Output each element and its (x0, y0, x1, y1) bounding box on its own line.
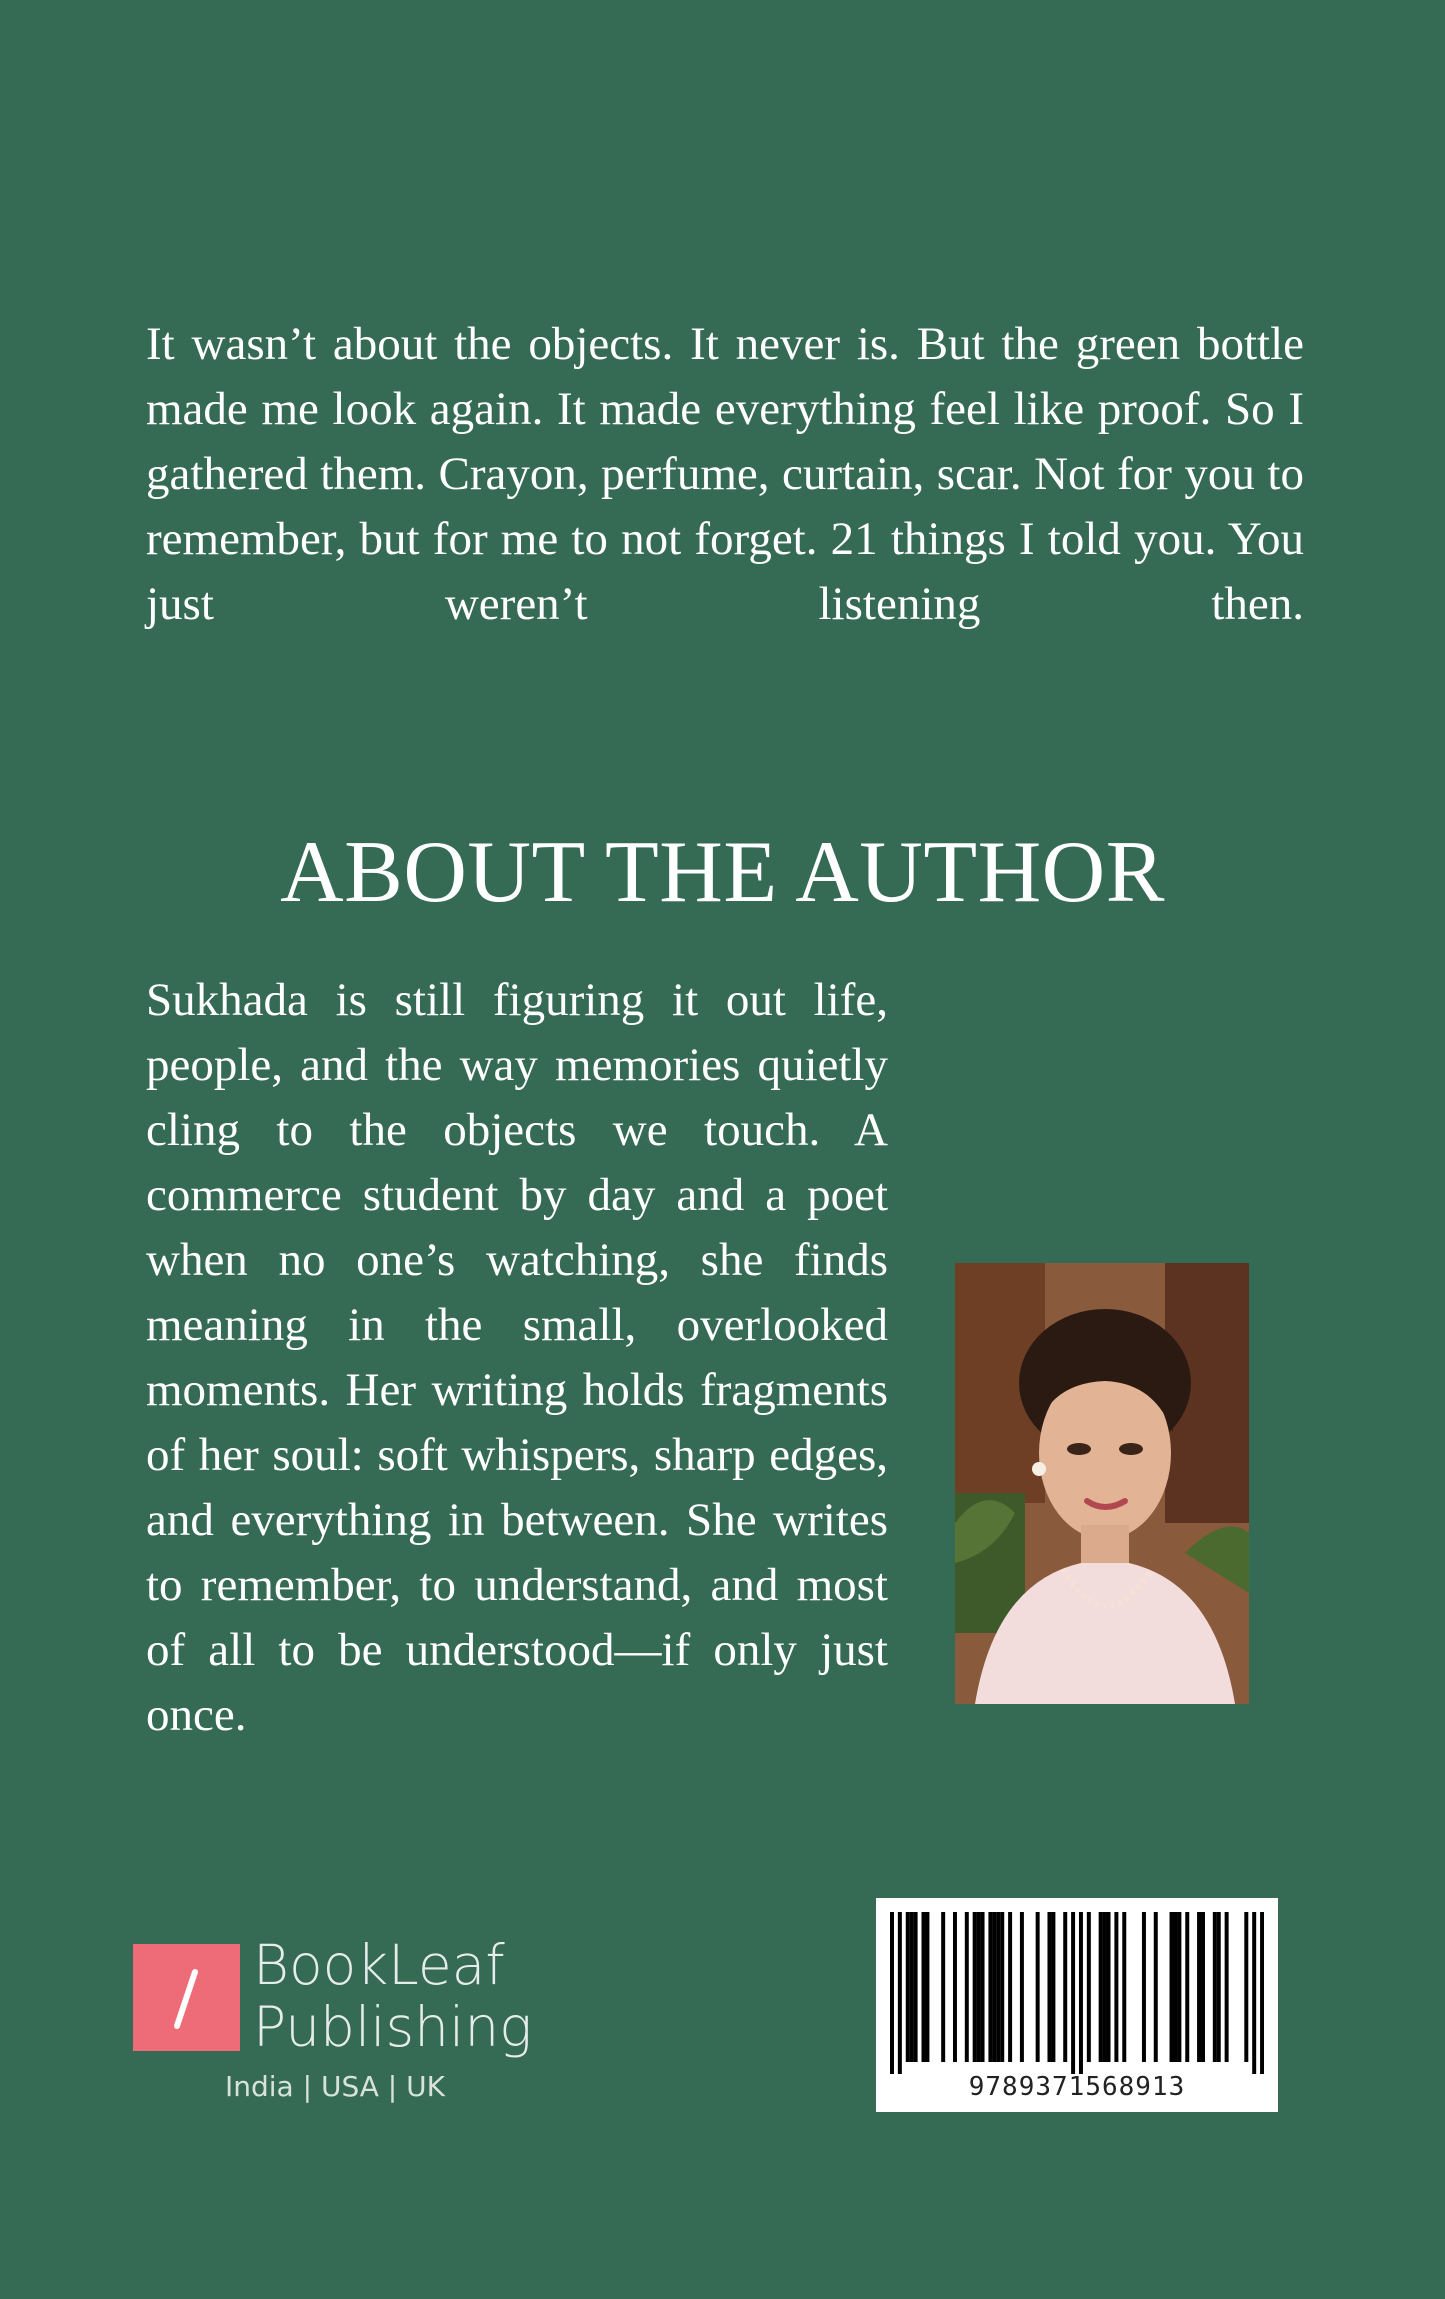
barcode-bar (1177, 1912, 1181, 2062)
barcode-bar (988, 1912, 992, 2062)
barcode-bar (1114, 1912, 1118, 2062)
barcode-bar (1201, 1912, 1205, 2062)
barcode-bar (1217, 1912, 1221, 2062)
barcode-bar (914, 1912, 918, 2062)
barcode-bar (953, 1912, 957, 2062)
publisher-logo-mark (133, 1944, 240, 2051)
barcode-bar (1103, 1912, 1107, 2062)
barcode-bar (1142, 1912, 1146, 2062)
barcode-bar (1154, 1912, 1158, 2062)
isbn-number: 9789371568913 (968, 2072, 1186, 2102)
isbn-barcode (876, 1898, 1278, 2112)
barcode-bar (1244, 1912, 1248, 2062)
barcode-bar (1122, 1912, 1126, 2062)
barcode-bar (1008, 1912, 1012, 2062)
barcode-bar (921, 1912, 925, 2062)
author-portrait-illustration (955, 1263, 1249, 1704)
barcode-bar (1087, 1912, 1091, 2062)
barcode-bar (1079, 1912, 1083, 2074)
barcode-bar (906, 1912, 910, 2062)
barcode-bar (965, 1912, 969, 2062)
barcode-bar (1036, 1912, 1040, 2062)
barcode-bar (1099, 1912, 1103, 2062)
barcode-bar (941, 1912, 945, 2062)
barcode-bar (910, 1912, 914, 2062)
barcode-bar (1185, 1912, 1189, 2062)
barcode-bar (1071, 1912, 1075, 2074)
publisher-regions: India | USA | UK (225, 2070, 445, 2103)
barcode-bar (1197, 1912, 1201, 2062)
barcode-bars (890, 1912, 1264, 2074)
barcode-bar (1252, 1912, 1256, 2074)
barcode-bar (981, 1912, 985, 2062)
barcode-bar (1107, 1912, 1111, 2062)
slash-icon (133, 1944, 240, 2051)
publisher-name-line1: BookLeaf (253, 1933, 505, 1997)
publisher-name (253, 1934, 532, 2058)
barcode-bar (925, 1912, 929, 2062)
barcode-bar (1213, 1912, 1217, 2062)
barcode-bar (977, 1912, 981, 2062)
barcode-bar (973, 1912, 977, 2062)
barcode-bar (1063, 1912, 1067, 2062)
about-author-heading: ABOUT THE AUTHOR (280, 824, 1165, 921)
barcode-bar (1000, 1912, 1004, 2062)
barcode-bar (1051, 1912, 1055, 2062)
author-bio: Sukhada is still figuring it out life, people, and the way memories quietly cling to the objects we touch. A commerce student by day and a poet when no one’s watching, she finds meaning in the small, overlooked moments. Her writing holds fragments of her soul: soft whispers, sharp edges, and everything in between. She writes to remember, to understand, and most of all to be understood—if only just once. (146, 974, 888, 1741)
barcode-bar (890, 1912, 894, 2074)
barcode-bar (898, 1912, 902, 2074)
author-photo (955, 1263, 1249, 1704)
barcode-bar (1047, 1912, 1051, 2062)
barcode-bar (992, 1912, 996, 2062)
barcode-bar (996, 1912, 1000, 2062)
publisher-logo (133, 1933, 553, 2120)
barcode-bar (1225, 1912, 1229, 2062)
barcode-bar (1170, 1912, 1174, 2062)
publisher-name-line2: Publishing (253, 1995, 533, 2059)
barcode-bar (1020, 1912, 1024, 2062)
barcode-bar (1260, 1912, 1264, 2074)
back-cover-blurb: It wasn’t about the objects. It never is. But the green bottle made me look again. It made everything feel like proof. So I gathered them. Crayon, perfume, curtain, scar. Not for you to remember, but for me to not forget. 21 things I told you. You just weren’t listening then. (146, 318, 1304, 630)
barcode-bar (1173, 1912, 1177, 2062)
